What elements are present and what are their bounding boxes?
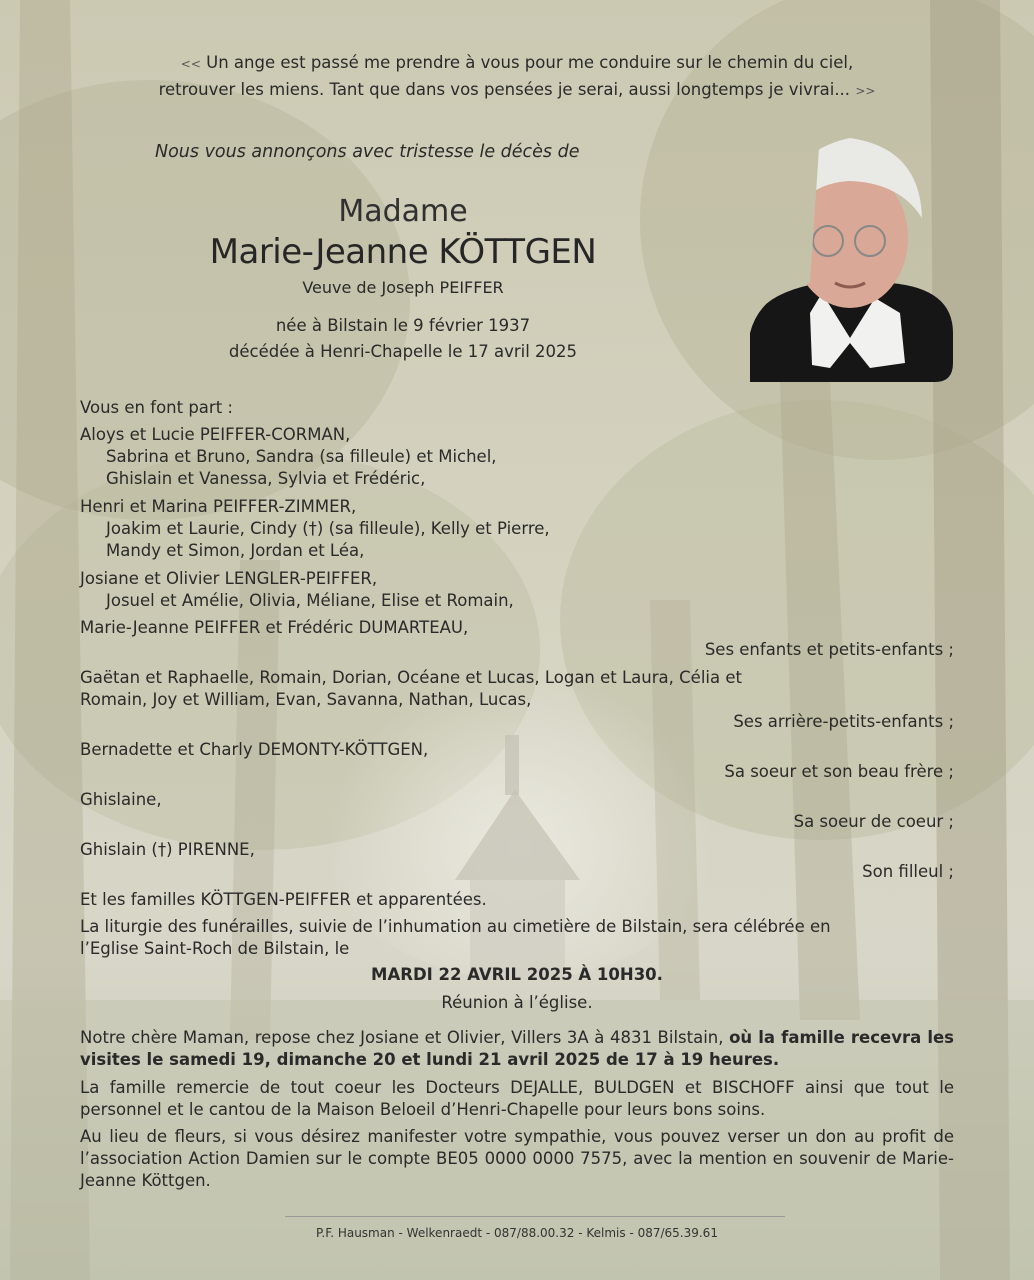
great-grandchildren-label: Ses arrière-petits-enfants ; xyxy=(733,712,954,731)
announcement: Nous vous annonçons avec tristesse le décès de xyxy=(155,142,580,162)
ceremony-text-2: l’Eglise Saint-Roch de Bilstain, le xyxy=(80,939,350,958)
widow-of: Veuve de Joseph PEIFFER xyxy=(302,278,504,297)
families-line: Et les familles KÖTTGEN-PEIFFER et apparentées. xyxy=(80,890,487,909)
thanks-paragraph: La famille remercie de tout coeur les Docteurs DEJALLE, BULDGEN et BISCHOFF ainsi que tout le personnel et le cantou de la Maison Beloeil d’Henri-Chapelle pour leurs bons soins. xyxy=(80,1078,954,1119)
godson-label: Son filleul ; xyxy=(862,862,954,881)
great-grandchildren-line: Romain, Joy et William, Evan, Savanna, Nathan, Lucas, xyxy=(80,690,532,709)
ceremony-meeting: Réunion à l’église. xyxy=(441,993,593,1012)
quote-line-2: retrouver les miens. Tant que dans vos pensées je serai, aussi longtemps je vivrai... xyxy=(158,80,851,99)
opening-quote xyxy=(60,50,974,104)
deceased-title: Madame xyxy=(338,194,468,229)
quote-line-1: Un ange est passé me prendre à vous pour me conduire sur le chemin du ciel, xyxy=(206,53,854,72)
children-label: Ses enfants et petits-enfants ; xyxy=(704,640,954,659)
visits-bold: où la famille recevra les visites le samedi 19, dimanche 20 et lundi 21 avril 2025 de 17 à 19 heures. xyxy=(80,1028,954,1069)
family-line: Ghislain et Vanessa, Sylvia et Frédéric, xyxy=(106,469,426,488)
family-line: Josiane et Olivier LENGLER-PEIFFER, xyxy=(80,569,378,588)
footer-divider xyxy=(285,1216,785,1217)
death-info: décédée à Henri-Chapelle le 17 avril 2025 xyxy=(228,342,578,361)
family-intro: Vous en font part : xyxy=(80,398,233,417)
family-line: Sabrina et Bruno, Sandra (sa filleule) et Michel, xyxy=(106,447,497,466)
deceased-name: Marie-Jeanne KÖTTGEN xyxy=(209,232,597,272)
portrait-photo xyxy=(750,133,953,382)
ceremony-text-1: La liturgie des funérailles, suivie de l’inhumation au cimetière de Bilstain, sera célébrée en xyxy=(80,917,831,936)
heart-sister-line: Ghislaine, xyxy=(80,790,162,809)
sister-line: Bernadette et Charly DEMONTY-KÖTTGEN, xyxy=(80,740,429,759)
great-grandchildren-line: Gaëtan et Raphaelle, Romain, Dorian, Océane et Lucas, Logan et Laura, Célia et xyxy=(80,668,742,687)
visits-paragraph xyxy=(80,1027,954,1071)
funeral-home-footer: P.F. Hausman - Welkenraedt - 087/88.00.32 - Kelmis - 087/65.39.61 xyxy=(316,1226,718,1240)
family-line: Mandy et Simon, Jordan et Léa, xyxy=(106,541,365,560)
quote-open-mark: << xyxy=(180,57,201,71)
family-line: Henri et Marina PEIFFER-ZIMMER, xyxy=(80,497,357,516)
family-line: Josuel et Amélie, Olivia, Méliane, Elise et Romain, xyxy=(106,591,514,610)
family-line: Marie-Jeanne PEIFFER et Frédéric DUMARTEAU, xyxy=(80,618,469,637)
ceremony-date: MARDI 22 AVRIL 2025 À 10H30. xyxy=(371,965,663,984)
family-line: Joakim et Laurie, Cindy (†) (sa filleule), Kelly et Pierre, xyxy=(106,519,550,538)
birth-info: née à Bilstain le 9 février 1937 xyxy=(275,316,531,335)
visits-plain: Notre chère Maman, repose chez Josiane et Olivier, Villers 3A à 4831 Bilstain, xyxy=(80,1028,730,1047)
godson-line: Ghislain (†) PIRENNE, xyxy=(80,840,255,859)
quote-close-mark: >> xyxy=(855,84,876,98)
sister-label: Sa soeur et son beau frère ; xyxy=(724,762,954,781)
donation-paragraph: Au lieu de fleurs, si vous désirez manifester votre sympathie, vous pouvez verser un don au profit de l’association Action Damien sur le compte BE05 0000 0000 7575, avec la mention en souvenir de Marie-Jeanne Köttgen. xyxy=(80,1127,954,1190)
heart-sister-label: Sa soeur de coeur ; xyxy=(793,812,954,831)
family-line: Aloys et Lucie PEIFFER-CORMAN, xyxy=(80,425,351,444)
